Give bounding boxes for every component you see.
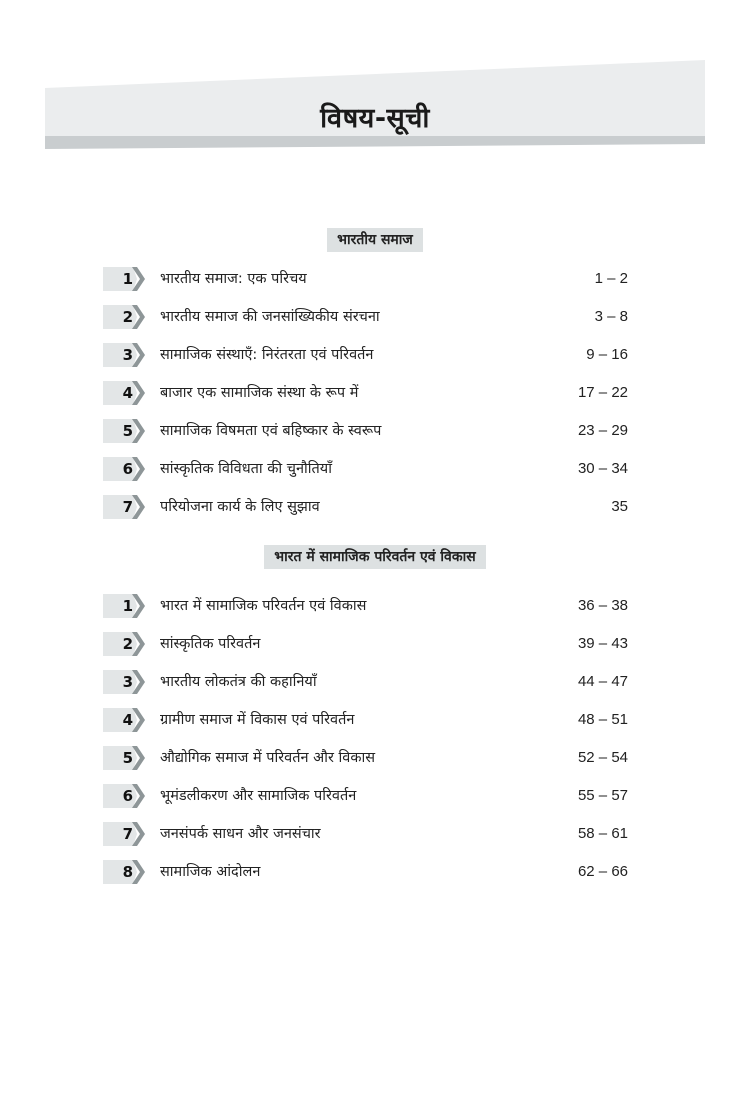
chapter-number: 4 <box>122 711 133 729</box>
toc-entry[interactable] <box>0 822 750 848</box>
toc-entry[interactable] <box>0 495 750 521</box>
chapter-title[interactable]: औद्योगिक समाज में परिवर्तन और विकास <box>160 750 376 766</box>
toc-entry[interactable] <box>0 746 750 772</box>
page-range: 39 – 43 <box>577 635 628 652</box>
chapter-number: 1 <box>122 597 133 615</box>
chapter-badge <box>103 419 149 443</box>
chapter-number: 5 <box>122 749 133 767</box>
chapter-badge <box>103 594 149 618</box>
chapter-badge <box>103 860 149 884</box>
toc-entry[interactable] <box>0 267 750 293</box>
chapter-number: 3 <box>122 346 133 364</box>
chapter-title[interactable]: जनसंपर्क साधन और जनसंचार <box>160 826 321 842</box>
chapter-title[interactable]: सामाजिक विषमता एवं बहिष्कार के स्वरूप <box>160 423 382 439</box>
page-range: 35 <box>611 498 628 515</box>
chapter-number: 4 <box>122 384 133 402</box>
chapter-number: 1 <box>122 270 133 288</box>
chapter-number: 7 <box>122 825 133 843</box>
chapter-badge <box>103 822 149 846</box>
chapter-number: 6 <box>122 787 133 805</box>
chapter-title[interactable]: सांस्कृतिक विविधता की चुनौतियाँ <box>160 461 332 477</box>
page-range: 48 – 51 <box>577 711 628 728</box>
chapter-number: 7 <box>122 498 133 516</box>
section-heading-text: भारत में सामाजिक परिवर्तन एवं विकास <box>264 545 485 569</box>
chapter-badge <box>103 305 149 329</box>
chapter-badge <box>103 381 149 405</box>
page-range: 58 – 61 <box>577 825 628 842</box>
toc-entry[interactable] <box>0 784 750 810</box>
toc-entry[interactable] <box>0 860 750 886</box>
chapter-number: 3 <box>122 673 133 691</box>
page-range: 3 – 8 <box>594 308 628 325</box>
toc-entry[interactable] <box>0 305 750 331</box>
page-range: 1 – 2 <box>594 270 628 287</box>
chapter-title[interactable]: बाजार एक सामाजिक संस्था के रूप में <box>160 385 359 401</box>
page-range: 9 – 16 <box>586 346 628 363</box>
chapter-badge <box>103 670 149 694</box>
chapter-badge <box>103 267 149 291</box>
chapter-title[interactable]: भारतीय लोकतंत्र की कहानियाँ <box>160 674 317 690</box>
toc-entry[interactable] <box>0 594 750 620</box>
chapter-title[interactable]: भूमंडलीकरण और सामाजिक परिवर्तन <box>160 788 357 804</box>
chapter-title[interactable]: परियोजना कार्य के लिए सुझाव <box>160 499 320 515</box>
chapter-number: 8 <box>122 863 133 881</box>
chapter-title[interactable]: सामाजिक संस्थाएँ: निरंतरता एवं परिवर्तन <box>160 347 374 363</box>
chapter-badge <box>103 457 149 481</box>
toc-entry[interactable] <box>0 343 750 369</box>
toc-entry[interactable] <box>0 457 750 483</box>
chapter-title[interactable]: सामाजिक आंदोलन <box>160 864 261 880</box>
chapter-badge <box>103 343 149 367</box>
toc-entry[interactable] <box>0 381 750 407</box>
page-range: 62 – 66 <box>577 863 628 880</box>
chapter-badge <box>103 632 149 656</box>
toc-entry[interactable] <box>0 419 750 445</box>
page-range: 44 – 47 <box>577 673 628 690</box>
chapter-title[interactable]: भारतीय समाज की जनसांख्यिकीय संरचना <box>160 309 380 325</box>
chapter-number: 2 <box>122 635 133 653</box>
section-heading <box>0 545 750 569</box>
chapter-badge <box>103 495 149 519</box>
chapter-title[interactable]: ग्रामीण समाज में विकास एवं परिवर्तन <box>160 712 355 728</box>
chapter-number: 6 <box>122 460 133 478</box>
chapter-title[interactable]: भारतीय समाज: एक परिचय <box>160 271 307 287</box>
section-heading <box>0 228 750 252</box>
chapter-title[interactable]: सांस्कृतिक परिवर्तन <box>160 636 261 652</box>
chapter-number: 2 <box>122 308 133 326</box>
toc-entry[interactable] <box>0 632 750 658</box>
page-range: 36 – 38 <box>577 597 628 614</box>
chapter-title[interactable]: भारत में सामाजिक परिवर्तन एवं विकास <box>160 598 367 614</box>
chapter-number: 5 <box>122 422 133 440</box>
page-title: विषय-सूची <box>320 103 430 134</box>
chapter-badge <box>103 708 149 732</box>
page-range: 17 – 22 <box>577 384 628 401</box>
page-range: 30 – 34 <box>577 460 628 477</box>
page-range: 23 – 29 <box>577 422 628 439</box>
page-range: 52 – 54 <box>577 749 628 766</box>
section-heading-text: भारतीय समाज <box>327 228 423 252</box>
toc-entry[interactable] <box>0 708 750 734</box>
page-range: 55 – 57 <box>577 787 628 804</box>
chapter-badge <box>103 746 149 770</box>
toc-entry[interactable] <box>0 670 750 696</box>
chapter-badge <box>103 784 149 808</box>
